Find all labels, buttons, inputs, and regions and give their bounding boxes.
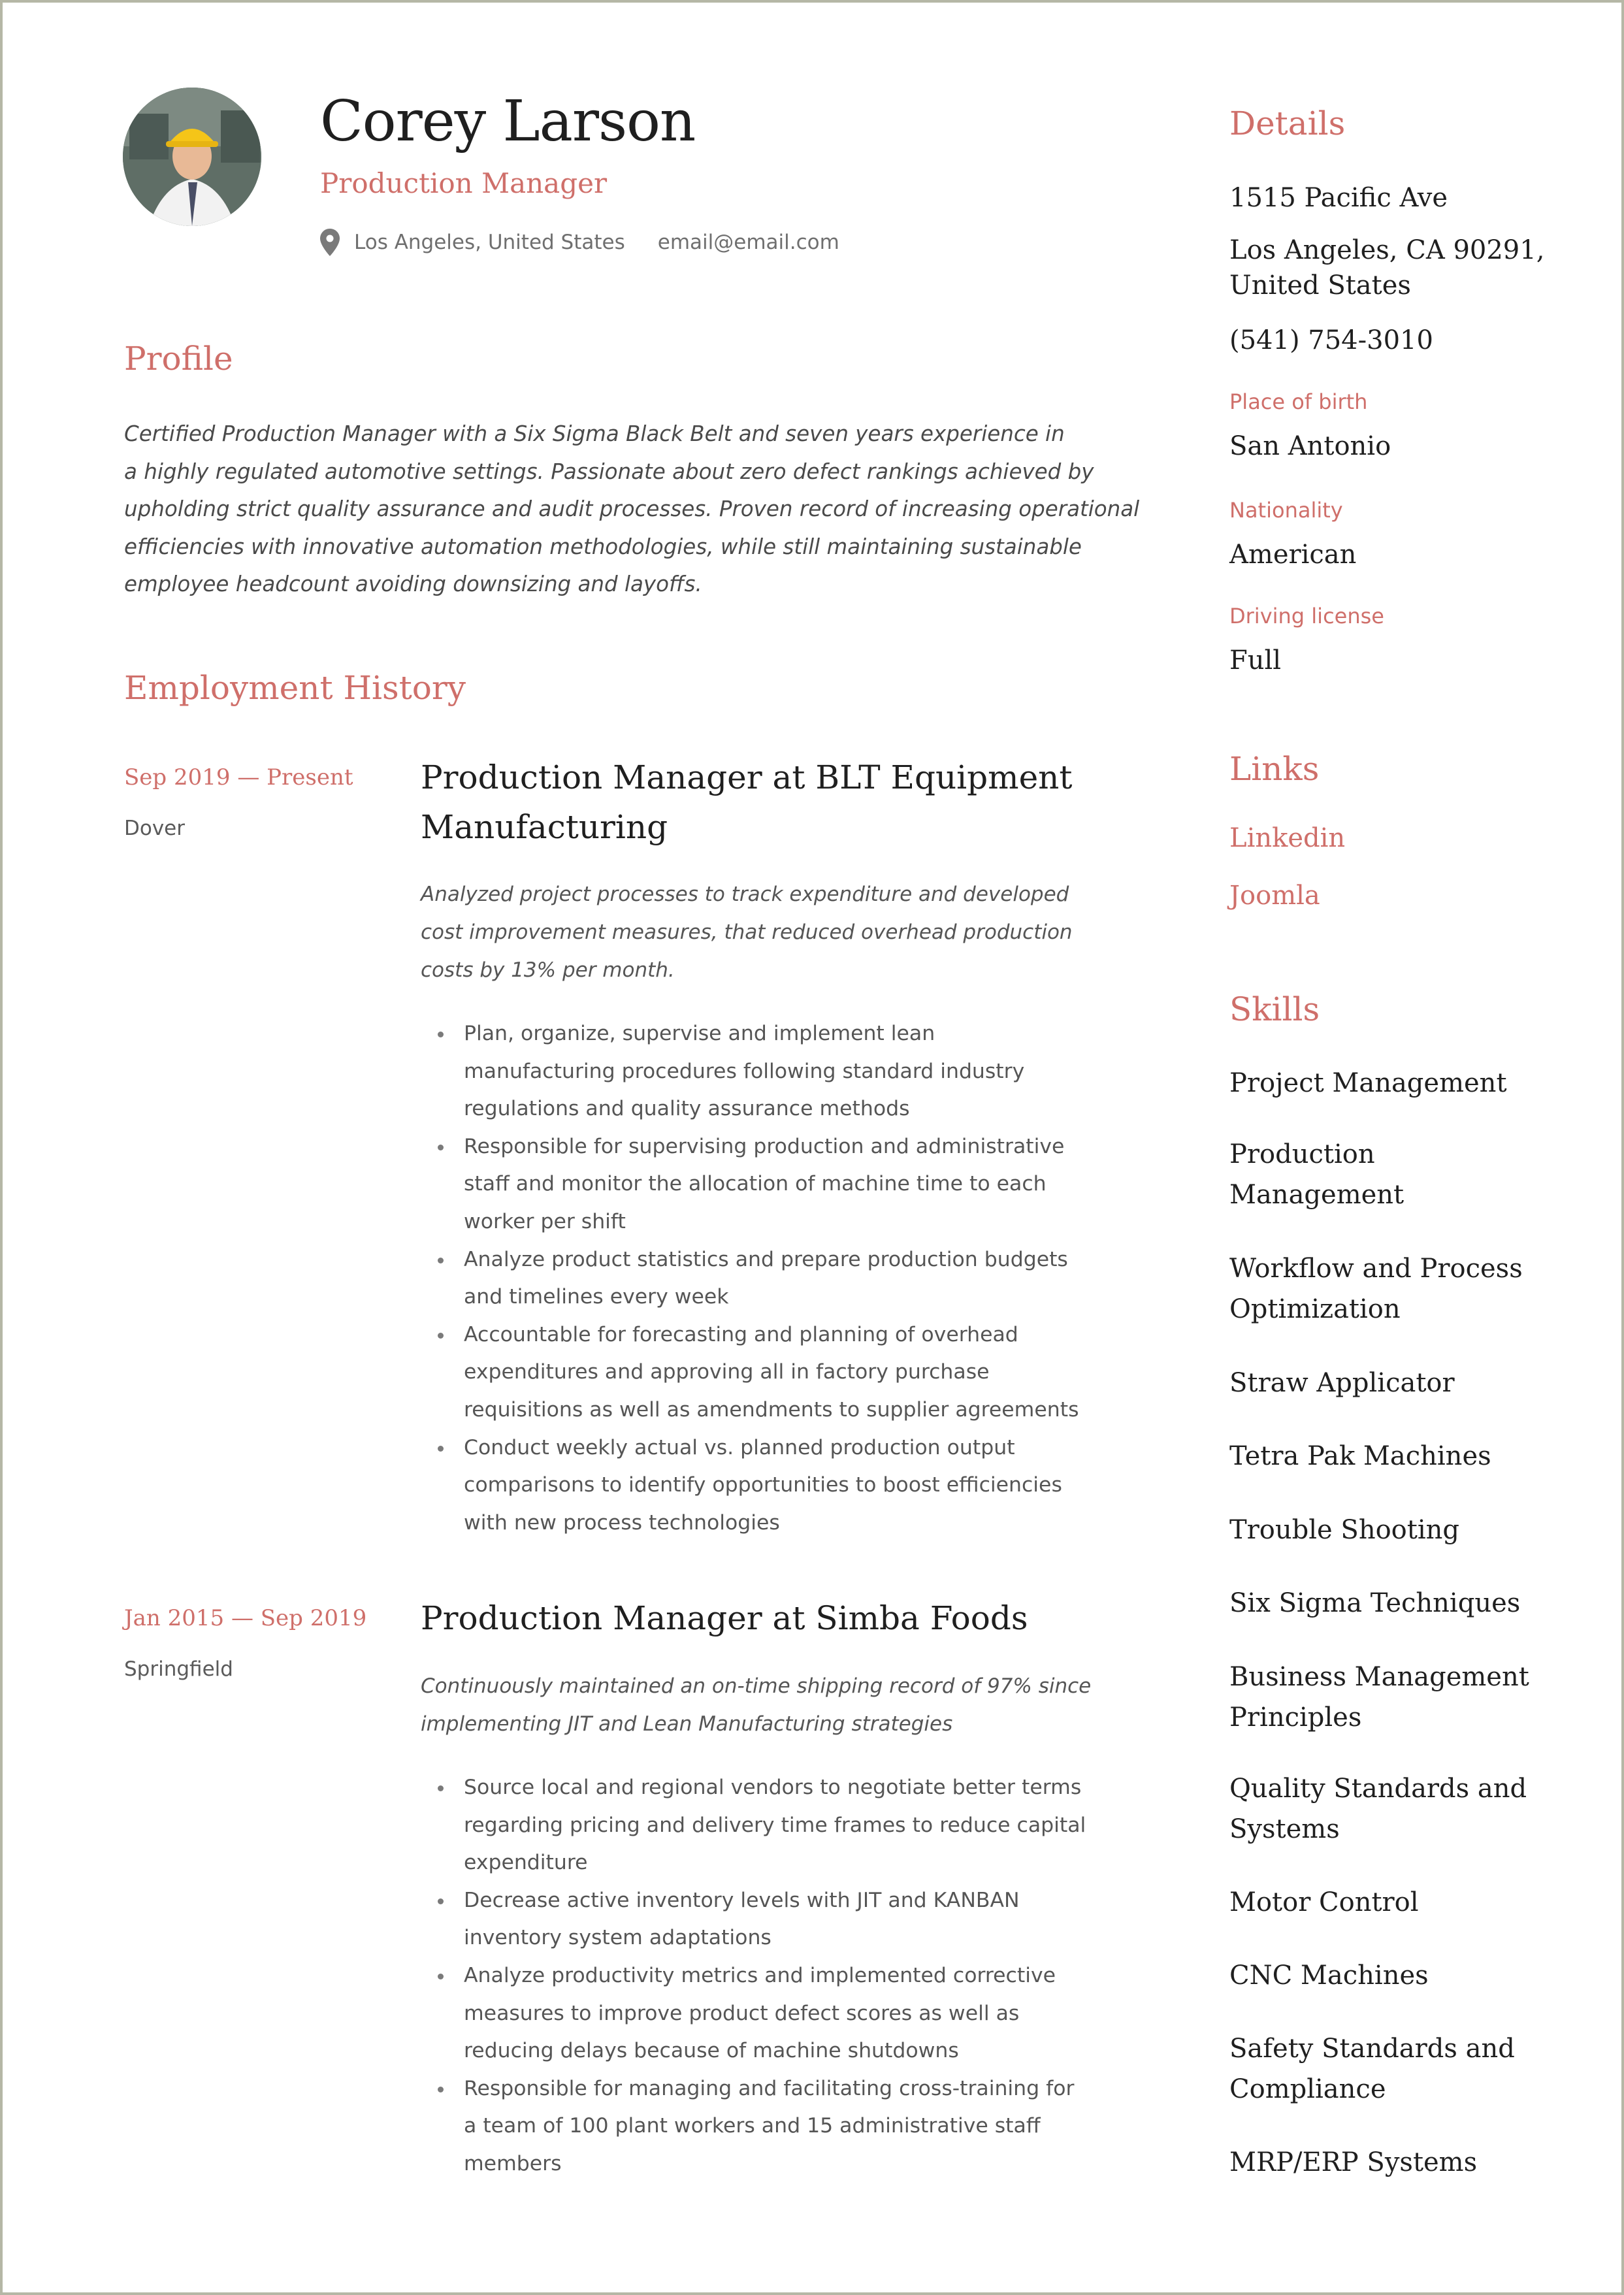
bullet-line: worker per shift [464, 1209, 626, 1233]
bullet-line: regarding pricing and delivery time frames to reduce capital [464, 1813, 1086, 1837]
skill-line: Safety Standards and [1229, 2034, 1515, 2064]
bullet-line: with new process technologies [464, 1510, 780, 1535]
bullet-line: Source local and regional vendors to negotiate better terms [464, 1776, 1082, 1799]
skill-line: MRP/ERP Systems [1229, 2147, 1478, 2177]
nationality-label: Nationality [1229, 498, 1343, 523]
job-bullets [421, 1015, 1079, 1542]
skill-item [1229, 2142, 1477, 2183]
bullet-line: measures to improve product defect scores as well as [464, 2001, 1020, 2025]
skill-line: Six Sigma Techniques [1229, 1588, 1521, 1618]
bullet-item [421, 1316, 1079, 1429]
skill-line: Management [1229, 1180, 1405, 1210]
bullet-line: expenditure [464, 1851, 588, 1875]
profile-line: employee headcount avoiding downsizing and layoffs. [124, 572, 702, 596]
bullet-line: members [464, 2151, 562, 2175]
bullet-line: Decrease active inventory levels with JIT and KANBAN [464, 1888, 1020, 1912]
bullet-line: manufacturing procedures following standard industry [464, 1059, 1025, 1083]
link-linkedin[interactable]: Linkedin [1229, 823, 1346, 853]
job-dates: Jan 2015 — Sep 2019 [124, 1605, 367, 1631]
birth-value: San Antonio [1229, 431, 1391, 461]
skill-line: Workflow and Process [1229, 1254, 1523, 1284]
skill-line: Motor Control [1229, 1887, 1419, 1917]
bullet-line: a team of 100 plant workers and 15 administrative staff [464, 2114, 1041, 2138]
contact-row [320, 229, 839, 256]
bullet-line: Analyze product statistics and prepare production budgets [464, 1247, 1068, 1271]
bullet-line: Conduct weekly actual vs. planned production output [464, 1435, 1015, 1459]
bullet-item [421, 1015, 1079, 1128]
skill-line: Business Management [1229, 1662, 1529, 1692]
job-summary [421, 1667, 1091, 1743]
candidate-title: Production Manager [320, 167, 608, 199]
bullet-line: Responsible for managing and facilitating cross-training for [464, 2076, 1075, 2100]
job-summary-line: implementing JIT and Lean Manufacturing strategies [421, 1712, 953, 1736]
details-heading: Details [1229, 105, 1346, 142]
bullet-line: reducing delays because of machine shutdowns [464, 2039, 959, 2063]
job-city: Springfield [124, 1657, 233, 1681]
profile-photo [123, 88, 261, 226]
skill-item [1229, 1363, 1455, 1403]
birth-label: Place of birth [1229, 389, 1368, 414]
bullet-line: comparisons to identify opportunities to boost efficiencies [464, 1473, 1062, 1497]
skill-line: Optimization [1229, 1294, 1401, 1324]
job-title [421, 1593, 1028, 1643]
bullet-line: requisitions as well as amendments to supplier agreements [464, 1397, 1079, 1422]
skill-line: Quality Standards and [1229, 1774, 1527, 1804]
job-city: Dover [124, 817, 185, 840]
bullet-line: and timelines every week [464, 1285, 729, 1309]
skill-line: Systems [1229, 1814, 1340, 1844]
skill-item [1229, 1436, 1491, 1476]
email-text: email@email.com [657, 231, 839, 254]
profile-heading: Profile [124, 340, 233, 378]
links-heading: Links [1229, 750, 1320, 788]
job-summary-line: Analyzed project processes to track expenditure and developed [421, 883, 1069, 906]
skill-line: Tetra Pak Machines [1229, 1441, 1491, 1471]
address-line-1: 1515 Pacific Ave [1229, 183, 1448, 213]
job-dates: Sep 2019 — Present [124, 764, 353, 790]
employment-heading: Employment History [124, 669, 466, 707]
skill-item [1229, 1134, 1404, 1215]
license-value: Full [1229, 645, 1282, 675]
job-summary-line: cost improvement measures, that reduced overhead production [421, 920, 1073, 944]
bullet-line: expenditures and approving all in factory purchase [464, 1360, 990, 1384]
avatar [123, 88, 261, 226]
bullet-item [421, 1957, 1086, 2070]
address-line-3: United States [1229, 270, 1411, 301]
skill-line: Compliance [1229, 2074, 1386, 2104]
bullet-item [421, 1429, 1079, 1542]
license-label: Driving license [1229, 604, 1384, 628]
bullet-line: Analyze productivity metrics and implemented corrective [464, 1963, 1056, 1987]
phone-number: (541) 754-3010 [1229, 325, 1433, 355]
job-summary-line: costs by 13% per month. [421, 958, 675, 982]
bullet-line: Responsible for supervising production and administrative [464, 1134, 1065, 1158]
profile-line: upholding strict quality assurance and audit processes. Proven record of increasing operational [124, 496, 1140, 521]
skill-line: Project Management [1229, 1068, 1507, 1098]
skill-line: Principles [1229, 1702, 1362, 1733]
skill-line: Production [1229, 1139, 1375, 1169]
bullet-line: regulations and quality assurance methods [464, 1097, 910, 1121]
skill-item [1229, 1955, 1429, 1996]
skill-item [1229, 1657, 1529, 1738]
skill-item [1229, 1063, 1507, 1103]
bullet-item [421, 2070, 1086, 2183]
skill-line: Trouble Shooting [1229, 1515, 1459, 1545]
profile-line: a highly regulated automotive settings. Passionate about zero defect rankings achieved by [124, 459, 1094, 484]
map-pin-icon [320, 229, 340, 256]
bullet-item [421, 1769, 1086, 1882]
nationality-value: American [1229, 540, 1357, 570]
candidate-name: Corey Larson [320, 89, 696, 154]
job-title-line: Production Manager at BLT Equipment [421, 758, 1073, 796]
job-bullets [421, 1769, 1086, 2183]
profile-line: Certified Production Manager with a Six Sigma Black Belt and seven years experience in [124, 421, 1065, 446]
job-title-line: Manufacturing [421, 808, 668, 846]
bullet-line: staff and monitor the allocation of machine time to each [464, 1172, 1047, 1196]
link-joomla[interactable]: Joomla [1229, 881, 1320, 911]
bullet-line: Plan, organize, supervise and implement lean [464, 1022, 935, 1045]
skill-item [1229, 1510, 1459, 1550]
job-summary [421, 875, 1073, 989]
job-summary-line: Continuously maintained an on-time shipping record of 97% since [421, 1674, 1092, 1698]
location-text: Los Angeles, United States [354, 231, 625, 254]
skills-heading: Skills [1229, 990, 1320, 1028]
profile-summary [124, 415, 1140, 604]
bullet-line: inventory system adaptations [464, 1926, 771, 1950]
bullet-line: Accountable for forecasting and planning of overhead [464, 1322, 1018, 1346]
job-title [421, 753, 1072, 852]
bullet-item [421, 1882, 1086, 1957]
address-line-2: Los Angeles, CA 90291, [1229, 235, 1545, 265]
job-title-line: Production Manager at Simba Foods [421, 1599, 1028, 1637]
skill-item [1229, 1248, 1523, 1329]
skill-item [1229, 2028, 1515, 2109]
bullet-item [421, 1241, 1079, 1316]
skill-item [1229, 1768, 1527, 1849]
skill-item [1229, 1882, 1419, 1923]
profile-line: efficiencies with innovative automation methodologies, while still maintaining sustainable [124, 534, 1082, 559]
skill-line: CNC Machines [1229, 1961, 1429, 1991]
bullet-item [421, 1128, 1079, 1241]
skill-item [1229, 1583, 1520, 1623]
skill-line: Straw Applicator [1229, 1368, 1455, 1398]
